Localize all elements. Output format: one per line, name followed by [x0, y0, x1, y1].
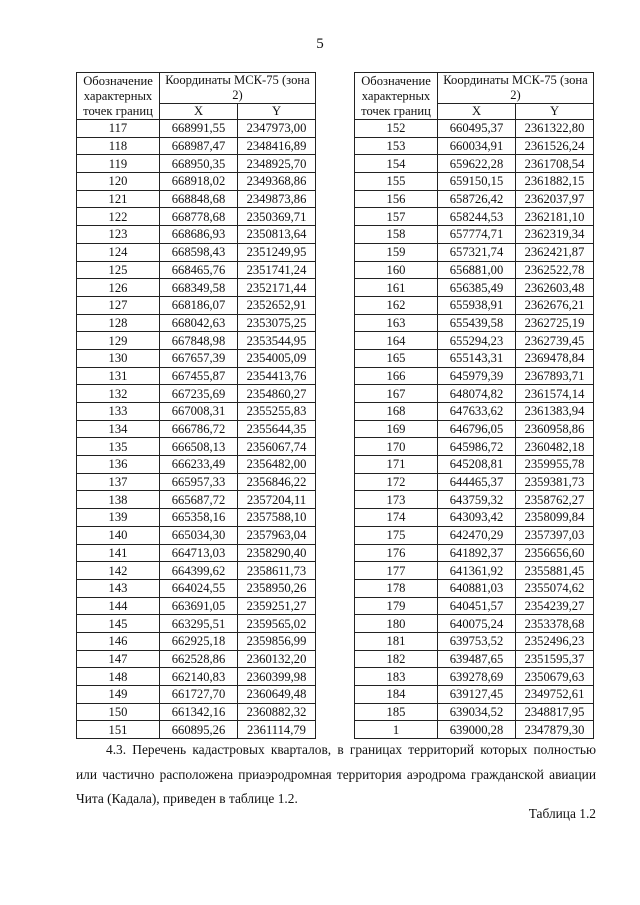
x-coordinate-cell: 639034,52 — [438, 703, 516, 721]
y-coordinate-cell: 2361114,79 — [238, 721, 316, 739]
table-row — [355, 120, 594, 138]
point-number-cell: 153 — [355, 137, 438, 155]
x-coordinate-cell: 660895,26 — [160, 721, 238, 739]
table-row — [77, 349, 316, 367]
y-coordinate-cell: 2361708,54 — [516, 155, 594, 173]
point-number-cell: 140 — [77, 526, 160, 544]
table-row — [355, 650, 594, 668]
y-coordinate-cell: 2360882,32 — [238, 703, 316, 721]
x-coordinate-cell: 666233,49 — [160, 456, 238, 474]
x-coordinate-cell: 664713,03 — [160, 544, 238, 562]
x-coordinate-cell: 647633,62 — [438, 403, 516, 421]
x-coordinate-cell: 640075,24 — [438, 615, 516, 633]
point-number-cell: 132 — [77, 385, 160, 403]
x-coordinate-cell: 667455,87 — [160, 367, 238, 385]
x-coordinate-cell: 668598,43 — [160, 243, 238, 261]
y-coordinate-cell: 2359856,99 — [238, 632, 316, 650]
y-coordinate-cell: 2362725,19 — [516, 314, 594, 332]
table-row — [355, 686, 594, 704]
y-coordinate-cell: 2358611,73 — [238, 562, 316, 580]
table-row — [77, 473, 316, 491]
table-body-right — [355, 120, 594, 739]
table-row — [77, 385, 316, 403]
table-row — [77, 261, 316, 279]
point-number-cell: 148 — [77, 668, 160, 686]
point-number-cell: 149 — [77, 686, 160, 704]
x-coordinate-cell: 662528,86 — [160, 650, 238, 668]
y-coordinate-cell: 2357963,04 — [238, 526, 316, 544]
table-row — [355, 173, 594, 191]
point-number-cell: 130 — [77, 349, 160, 367]
x-coordinate-cell: 659150,15 — [438, 173, 516, 191]
y-coordinate-cell: 2361383,94 — [516, 403, 594, 421]
y-coordinate-cell: 2351249,95 — [238, 243, 316, 261]
y-coordinate-cell: 2352652,91 — [238, 296, 316, 314]
x-coordinate-cell: 661727,70 — [160, 686, 238, 704]
x-coordinate-cell: 667848,98 — [160, 332, 238, 350]
table-row — [355, 668, 594, 686]
point-number-cell: 121 — [77, 190, 160, 208]
table-row — [355, 703, 594, 721]
table-row — [355, 296, 594, 314]
y-coordinate-cell: 2362739,45 — [516, 332, 594, 350]
y-coordinate-cell: 2348416,89 — [238, 137, 316, 155]
point-number-cell: 134 — [77, 420, 160, 438]
table-row — [77, 632, 316, 650]
point-number-cell: 169 — [355, 420, 438, 438]
x-coordinate-cell: 668918,02 — [160, 173, 238, 191]
y-coordinate-cell: 2360958,86 — [516, 420, 594, 438]
x-coordinate-cell: 660034,91 — [438, 137, 516, 155]
table-row — [77, 403, 316, 421]
point-number-cell: 150 — [77, 703, 160, 721]
x-coordinate-cell: 663295,51 — [160, 615, 238, 633]
point-number-cell: 137 — [77, 473, 160, 491]
x-coordinate-cell: 659622,28 — [438, 155, 516, 173]
y-coordinate-cell: 2347973,00 — [238, 120, 316, 138]
point-number-cell: 184 — [355, 686, 438, 704]
x-coordinate-cell: 663691,05 — [160, 597, 238, 615]
x-coordinate-cell: 639487,65 — [438, 650, 516, 668]
table-row — [77, 137, 316, 155]
x-coordinate-cell: 665358,16 — [160, 509, 238, 527]
table-row — [77, 456, 316, 474]
coordinates-table-right — [354, 72, 594, 739]
table-row — [77, 314, 316, 332]
table-row — [355, 243, 594, 261]
point-number-cell: 178 — [355, 579, 438, 597]
point-number-cell: 163 — [355, 314, 438, 332]
table-row — [355, 279, 594, 297]
table-row — [77, 544, 316, 562]
table-row — [77, 650, 316, 668]
table-row — [77, 296, 316, 314]
x-coordinate-cell: 665957,33 — [160, 473, 238, 491]
x-coordinate-cell: 668991,55 — [160, 120, 238, 138]
y-coordinate-cell: 2357204,11 — [238, 491, 316, 509]
table-row — [77, 526, 316, 544]
point-number-cell: 145 — [77, 615, 160, 633]
point-number-cell: 173 — [355, 491, 438, 509]
x-coordinate-cell: 660495,37 — [438, 120, 516, 138]
x-coordinate-cell: 644465,37 — [438, 473, 516, 491]
y-coordinate-cell: 2360649,48 — [238, 686, 316, 704]
x-coordinate-cell: 668686,93 — [160, 226, 238, 244]
x-coordinate-cell: 667008,31 — [160, 403, 238, 421]
table-row — [77, 226, 316, 244]
x-coordinate-cell: 665034,30 — [160, 526, 238, 544]
y-coordinate-cell: 2349368,86 — [238, 173, 316, 191]
y-coordinate-cell: 2356846,22 — [238, 473, 316, 491]
y-coordinate-cell: 2358762,27 — [516, 491, 594, 509]
point-number-cell: 171 — [355, 456, 438, 474]
point-number-cell: 144 — [77, 597, 160, 615]
point-number-cell: 158 — [355, 226, 438, 244]
x-coordinate-cell: 664399,62 — [160, 562, 238, 580]
table-row — [77, 120, 316, 138]
x-coordinate-cell: 656385,49 — [438, 279, 516, 297]
table-row — [77, 703, 316, 721]
point-number-cell: 143 — [77, 579, 160, 597]
point-number-cell: 151 — [77, 721, 160, 739]
y-coordinate-cell: 2367893,71 — [516, 367, 594, 385]
table-row — [355, 456, 594, 474]
point-number-cell: 131 — [77, 367, 160, 385]
table-caption: Таблица 1.2 — [528, 806, 596, 821]
table-row — [77, 190, 316, 208]
table-row — [355, 332, 594, 350]
x-coordinate-cell: 645979,39 — [438, 367, 516, 385]
x-coordinate-cell: 668950,35 — [160, 155, 238, 173]
y-coordinate-cell: 2358950,26 — [238, 579, 316, 597]
section-paragraph: 4.3. Перечень кадастровых кварталов, в границах территорий которых полностью или частично расположена приаэродромная территория аэродрома гражданской авиации Чита (Кадала), приведен в таблице 1.2. — [76, 742, 596, 806]
point-number-cell: 133 — [77, 403, 160, 421]
table-row — [355, 385, 594, 403]
y-coordinate-cell: 2350813,64 — [238, 226, 316, 244]
table-row — [355, 403, 594, 421]
y-coordinate-cell: 2360399,98 — [238, 668, 316, 686]
x-coordinate-cell: 639278,69 — [438, 668, 516, 686]
y-coordinate-cell: 2354005,09 — [238, 349, 316, 367]
point-number-cell: 129 — [77, 332, 160, 350]
point-number-cell: 179 — [355, 597, 438, 615]
x-coordinate-cell: 668186,07 — [160, 296, 238, 314]
y-coordinate-cell: 2362603,48 — [516, 279, 594, 297]
point-number-cell: 128 — [77, 314, 160, 332]
point-number-cell: 157 — [355, 208, 438, 226]
point-number-cell: 146 — [77, 632, 160, 650]
point-number-cell: 165 — [355, 349, 438, 367]
y-coordinate-cell: 2357588,10 — [238, 509, 316, 527]
header-point-designation: Обозначение характерных точек границ — [77, 73, 160, 120]
x-coordinate-cell: 645208,81 — [438, 456, 516, 474]
x-coordinate-cell: 668987,47 — [160, 137, 238, 155]
point-number-cell: 117 — [77, 120, 160, 138]
x-coordinate-cell: 665687,72 — [160, 491, 238, 509]
point-number-cell: 127 — [77, 296, 160, 314]
y-coordinate-cell: 2361574,14 — [516, 385, 594, 403]
table-row — [77, 279, 316, 297]
y-coordinate-cell: 2350679,63 — [516, 668, 594, 686]
y-coordinate-cell: 2362319,34 — [516, 226, 594, 244]
x-coordinate-cell: 656881,00 — [438, 261, 516, 279]
y-coordinate-cell: 2359381,73 — [516, 473, 594, 491]
x-coordinate-cell: 641892,37 — [438, 544, 516, 562]
point-number-cell: 176 — [355, 544, 438, 562]
y-coordinate-cell: 2354239,27 — [516, 597, 594, 615]
table-row — [355, 544, 594, 562]
x-coordinate-cell: 668848,68 — [160, 190, 238, 208]
header-coordinates: Координаты МСК-75 (зона 2) — [438, 73, 594, 104]
point-number-cell: 174 — [355, 509, 438, 527]
point-number-cell: 182 — [355, 650, 438, 668]
x-coordinate-cell: 664024,55 — [160, 579, 238, 597]
x-coordinate-cell: 655143,31 — [438, 349, 516, 367]
x-coordinate-cell: 643759,32 — [438, 491, 516, 509]
coordinates-table-left — [76, 72, 316, 739]
table-row — [355, 526, 594, 544]
table-row — [355, 367, 594, 385]
x-coordinate-cell: 662925,18 — [160, 632, 238, 650]
table-body-left — [77, 120, 316, 739]
point-number-cell: 181 — [355, 632, 438, 650]
table-row — [355, 491, 594, 509]
x-coordinate-cell: 668349,58 — [160, 279, 238, 297]
point-number-cell: 122 — [77, 208, 160, 226]
table-row — [355, 579, 594, 597]
x-coordinate-cell: 655938,91 — [438, 296, 516, 314]
table-row — [77, 668, 316, 686]
table-row — [355, 420, 594, 438]
x-coordinate-cell: 640451,57 — [438, 597, 516, 615]
table-row — [355, 261, 594, 279]
point-number-cell: 119 — [77, 155, 160, 173]
point-number-cell: 156 — [355, 190, 438, 208]
page-number: 5 — [316, 36, 324, 52]
x-coordinate-cell: 641361,92 — [438, 562, 516, 580]
x-coordinate-cell: 668465,76 — [160, 261, 238, 279]
table-row — [77, 491, 316, 509]
y-coordinate-cell: 2362037,97 — [516, 190, 594, 208]
table-row — [355, 562, 594, 580]
table-row — [355, 155, 594, 173]
y-coordinate-cell: 2358099,84 — [516, 509, 594, 527]
x-coordinate-cell: 642470,29 — [438, 526, 516, 544]
point-number-cell: 126 — [77, 279, 160, 297]
y-coordinate-cell: 2349873,86 — [238, 190, 316, 208]
table-row — [77, 208, 316, 226]
point-number-cell: 183 — [355, 668, 438, 686]
y-coordinate-cell: 2354860,27 — [238, 385, 316, 403]
y-coordinate-cell: 2347879,30 — [516, 721, 594, 739]
table-row — [355, 226, 594, 244]
table-row — [355, 190, 594, 208]
table-row — [77, 173, 316, 191]
y-coordinate-cell: 2360482,18 — [516, 438, 594, 456]
point-number-cell: 161 — [355, 279, 438, 297]
table-row — [77, 721, 316, 739]
point-number-cell: 139 — [77, 509, 160, 527]
point-number-cell: 154 — [355, 155, 438, 173]
y-coordinate-cell: 2362181,10 — [516, 208, 594, 226]
header-y: Y — [238, 104, 316, 120]
y-coordinate-cell: 2359565,02 — [238, 615, 316, 633]
table-row — [77, 579, 316, 597]
y-coordinate-cell: 2357397,03 — [516, 526, 594, 544]
point-number-cell: 164 — [355, 332, 438, 350]
y-coordinate-cell: 2354413,76 — [238, 367, 316, 385]
x-coordinate-cell: 668042,63 — [160, 314, 238, 332]
point-number-cell: 1 — [355, 721, 438, 739]
header-coordinates: Координаты МСК-75 (зона 2) — [160, 73, 316, 104]
table-row — [355, 314, 594, 332]
y-coordinate-cell: 2348925,70 — [238, 155, 316, 173]
x-coordinate-cell: 657321,74 — [438, 243, 516, 261]
x-coordinate-cell: 639000,28 — [438, 721, 516, 739]
x-coordinate-cell: 655294,23 — [438, 332, 516, 350]
x-coordinate-cell: 640881,03 — [438, 579, 516, 597]
x-coordinate-cell: 655439,58 — [438, 314, 516, 332]
x-coordinate-cell: 658726,42 — [438, 190, 516, 208]
y-coordinate-cell: 2348817,95 — [516, 703, 594, 721]
y-coordinate-cell: 2362676,21 — [516, 296, 594, 314]
y-coordinate-cell: 2350369,71 — [238, 208, 316, 226]
y-coordinate-cell: 2356067,74 — [238, 438, 316, 456]
table-row — [355, 721, 594, 739]
table-row — [77, 509, 316, 527]
point-number-cell: 172 — [355, 473, 438, 491]
point-number-cell: 162 — [355, 296, 438, 314]
table-row — [355, 349, 594, 367]
point-number-cell: 170 — [355, 438, 438, 456]
y-coordinate-cell: 2355881,45 — [516, 562, 594, 580]
table-row — [77, 615, 316, 633]
table-row — [77, 332, 316, 350]
y-coordinate-cell: 2369478,84 — [516, 349, 594, 367]
point-number-cell: 135 — [77, 438, 160, 456]
point-number-cell: 168 — [355, 403, 438, 421]
x-coordinate-cell: 657774,71 — [438, 226, 516, 244]
y-coordinate-cell: 2349752,61 — [516, 686, 594, 704]
table-row — [77, 562, 316, 580]
y-coordinate-cell: 2362522,78 — [516, 261, 594, 279]
table-row — [77, 438, 316, 456]
point-number-cell: 141 — [77, 544, 160, 562]
x-coordinate-cell: 661342,16 — [160, 703, 238, 721]
header-point-designation: Обозначение характерных точек границ — [355, 73, 438, 120]
y-coordinate-cell: 2351595,37 — [516, 650, 594, 668]
table-row — [355, 473, 594, 491]
y-coordinate-cell: 2359251,27 — [238, 597, 316, 615]
table-row — [355, 137, 594, 155]
y-coordinate-cell: 2361322,80 — [516, 120, 594, 138]
point-number-cell: 147 — [77, 650, 160, 668]
y-coordinate-cell: 2351741,24 — [238, 261, 316, 279]
x-coordinate-cell: 667235,69 — [160, 385, 238, 403]
x-coordinate-cell: 648074,82 — [438, 385, 516, 403]
point-number-cell: 123 — [77, 226, 160, 244]
x-coordinate-cell: 639127,45 — [438, 686, 516, 704]
point-number-cell: 166 — [355, 367, 438, 385]
point-number-cell: 124 — [77, 243, 160, 261]
table-row — [355, 208, 594, 226]
y-coordinate-cell: 2353378,68 — [516, 615, 594, 633]
table-row — [77, 597, 316, 615]
x-coordinate-cell: 668778,68 — [160, 208, 238, 226]
y-coordinate-cell: 2355074,62 — [516, 579, 594, 597]
point-number-cell: 120 — [77, 173, 160, 191]
y-coordinate-cell: 2355644,35 — [238, 420, 316, 438]
y-coordinate-cell: 2361526,24 — [516, 137, 594, 155]
point-number-cell: 160 — [355, 261, 438, 279]
point-number-cell: 175 — [355, 526, 438, 544]
x-coordinate-cell: 658244,53 — [438, 208, 516, 226]
x-coordinate-cell: 646796,05 — [438, 420, 516, 438]
y-coordinate-cell: 2355255,83 — [238, 403, 316, 421]
x-coordinate-cell: 662140,83 — [160, 668, 238, 686]
point-number-cell: 167 — [355, 385, 438, 403]
x-coordinate-cell: 639753,52 — [438, 632, 516, 650]
x-coordinate-cell: 645986,72 — [438, 438, 516, 456]
y-coordinate-cell: 2359955,78 — [516, 456, 594, 474]
x-coordinate-cell: 666786,72 — [160, 420, 238, 438]
point-number-cell: 152 — [355, 120, 438, 138]
x-coordinate-cell: 666508,13 — [160, 438, 238, 456]
y-coordinate-cell: 2358290,40 — [238, 544, 316, 562]
y-coordinate-cell: 2362421,87 — [516, 243, 594, 261]
point-number-cell: 180 — [355, 615, 438, 633]
y-coordinate-cell: 2353544,95 — [238, 332, 316, 350]
table-row — [355, 615, 594, 633]
table-row — [77, 243, 316, 261]
y-coordinate-cell: 2352171,44 — [238, 279, 316, 297]
point-number-cell: 142 — [77, 562, 160, 580]
table-row — [355, 509, 594, 527]
y-coordinate-cell: 2356656,60 — [516, 544, 594, 562]
table-row — [77, 155, 316, 173]
point-number-cell: 177 — [355, 562, 438, 580]
table-row — [355, 438, 594, 456]
x-coordinate-cell: 643093,42 — [438, 509, 516, 527]
point-number-cell: 125 — [77, 261, 160, 279]
table-row — [77, 686, 316, 704]
point-number-cell: 136 — [77, 456, 160, 474]
header-x: X — [160, 104, 238, 120]
y-coordinate-cell: 2361882,15 — [516, 173, 594, 191]
y-coordinate-cell: 2356482,00 — [238, 456, 316, 474]
header-y: Y — [516, 104, 594, 120]
x-coordinate-cell: 667657,39 — [160, 349, 238, 367]
y-coordinate-cell: 2353075,25 — [238, 314, 316, 332]
point-number-cell: 155 — [355, 173, 438, 191]
y-coordinate-cell: 2360132,20 — [238, 650, 316, 668]
table-row — [355, 597, 594, 615]
point-number-cell: 118 — [77, 137, 160, 155]
y-coordinate-cell: 2352496,23 — [516, 632, 594, 650]
point-number-cell: 159 — [355, 243, 438, 261]
table-row — [77, 420, 316, 438]
point-number-cell: 138 — [77, 491, 160, 509]
point-number-cell: 185 — [355, 703, 438, 721]
table-row — [355, 632, 594, 650]
header-x: X — [438, 104, 516, 120]
table-row — [77, 367, 316, 385]
